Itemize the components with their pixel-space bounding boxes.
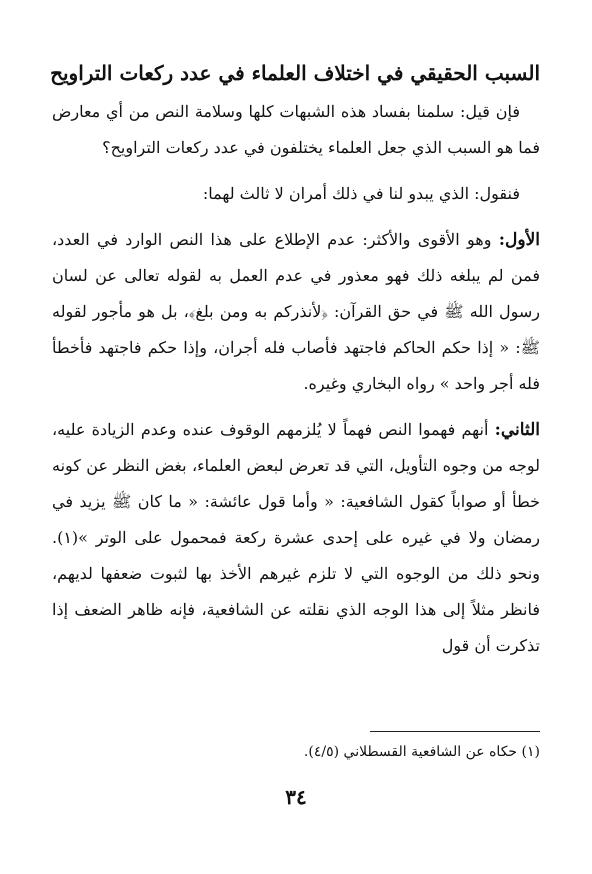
- footnote: (١) حكاه عن الشافعية القسطلاني (٤/٥).: [303, 744, 540, 760]
- page-number: ٣٤: [285, 785, 307, 809]
- first-reason-label: الأول:: [498, 230, 540, 250]
- spacer: [52, 166, 540, 176]
- second-reason-label: الثاني:: [494, 420, 540, 440]
- paragraph-objection: فإن قيل: سلمنا بفساد هذه الشبهات كلها وسلامة النص من أي معارض فما هو السبب الذي جعل العلماء يختلفون في عدد ركعات التراويح؟: [52, 102, 540, 157]
- spacer: [52, 212, 540, 222]
- paragraph-first-reason: [52, 222, 540, 402]
- paragraph-answer-intro: فنقول: الذي يبدو لنا في ذلك أمران لا ثالث لهما:: [202, 184, 520, 203]
- page-body: [52, 58, 540, 664]
- first-reason-text: وهو الأقوى والأكثر: عدم الإطلاع على هذا النص الوارد في العدد، فمن لم يبلغه ذلك فهو معذور في عدم العمل به لقوله تعالى عن لسان رسول الله ﷺ في حق القرآن: ﴿لأنذركم به ومن بلغ﴾، بل هو مأجور لقوله ﷺ: « إذا حكم الحاكم فاجتهد فأصاب فله أجران، وإذا حكم فاجتهد فأخطأ فله أجر واحد » رواه البخاري وغيره.: [52, 230, 540, 393]
- section-heading: السبب الحقيقي في اختلاف العلماء في عدد ركعات التراويح: [50, 61, 540, 85]
- spacer: [52, 402, 540, 412]
- paragraph-second-reason: [52, 412, 540, 664]
- second-reason-text: أنهم فهموا النص فهماً لا يُلزمهم الوقوف عنده وعدم الزيادة عليه، لوجه من وجوه التأويل، التي قد تعرض لبعض العلماء، بغض النظر عن كونه خطأ أو صواباً كقول الشافعية: « وأما قول عائشة: « ما كان ﷺ يزيد في رمضان ولا في غيره على إحدى عشرة ركعة فمحمول على الوتر »(١). ونحو ذلك من الوجوه التي لا تلزم غيرهم الأخذ بها لثبوت ضعفها لديهم، فانظر مثلاً إلى هذا الوجه الذي نقلته عن الشافعية، فإنه ظاهر الضعف إذا تذكرت أن قول: [52, 420, 540, 655]
- footnote-separator: [370, 731, 540, 732]
